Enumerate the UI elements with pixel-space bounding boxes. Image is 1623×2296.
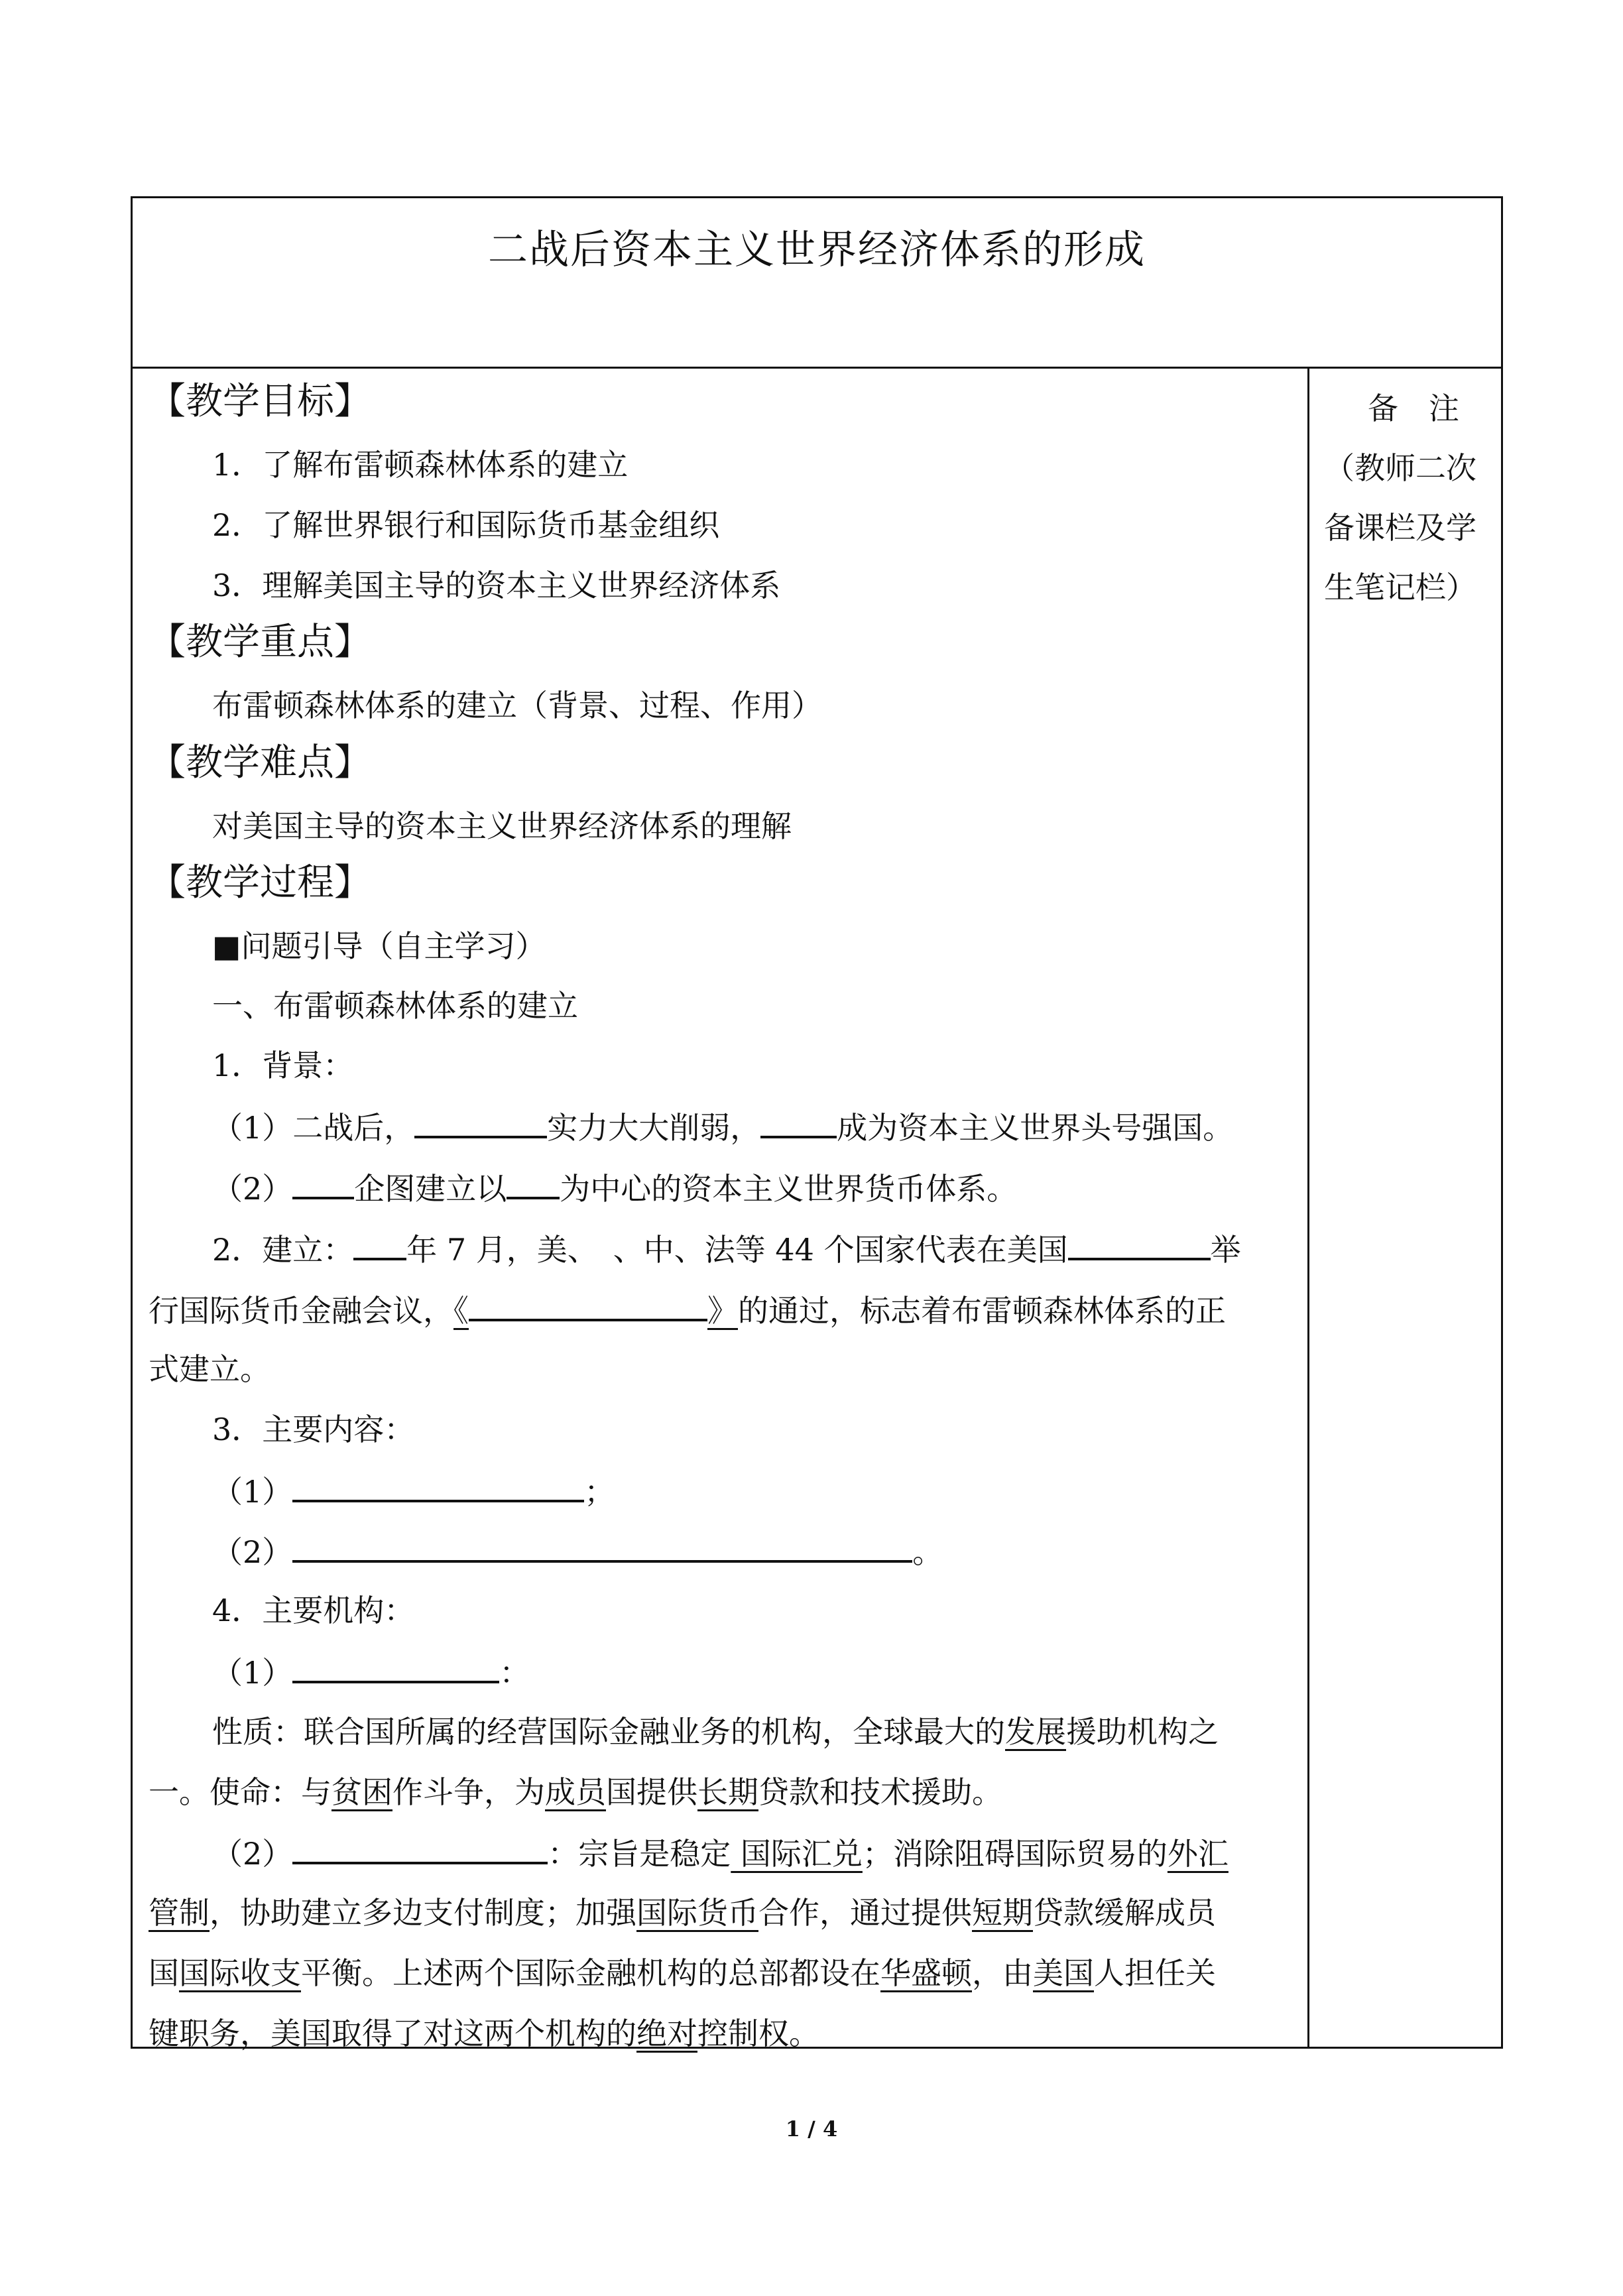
- notes-desc-3: 生笔记栏）: [1324, 570, 1476, 605]
- imf1-text-b: ：宗旨是稳定: [548, 1836, 731, 1872]
- fill-blank[interactable]: [507, 1168, 560, 1199]
- difficulty-heading: 【教学难点】: [149, 741, 371, 784]
- imf3-text-c: ，由: [972, 1955, 1033, 1991]
- underlined-term: 发展: [1005, 1714, 1066, 1750]
- difficulty-text: 对美国主导的资本主义世界经济体系的理解: [212, 808, 792, 844]
- process-heading: 【教学过程】: [149, 861, 371, 904]
- page-title: 二战后资本主义世界经济体系的形成: [488, 227, 1146, 273]
- page-number: 1 / 4: [785, 2116, 838, 2142]
- mission-text-a: 一。使命：与: [149, 1774, 331, 1810]
- key-point-heading: 【教学重点】: [149, 621, 371, 664]
- main-content-cell: [133, 369, 1309, 2051]
- est2-text-b: 的通过，标志着布雷顿森林体系的正: [738, 1293, 1226, 1329]
- underlined-term: 美国: [1033, 1955, 1094, 1991]
- establishment-line-3: 式建立。: [149, 1351, 270, 1387]
- underlined-term: 国际汇兑: [731, 1836, 863, 1872]
- establishment-line-2: [149, 1290, 1226, 1331]
- imf-line-2: [149, 1893, 1216, 1933]
- agreement-close-quote: 》: [707, 1293, 738, 1329]
- content-label: 3．主要内容：: [212, 1412, 415, 1447]
- bg2-text-b: 企图建立以: [354, 1171, 507, 1207]
- content1-end: ；: [584, 1474, 615, 1510]
- key-point-text: 布雷顿森林体系的建立（背景、过程、作用）: [212, 688, 822, 723]
- imf1-text-c: ；消除阻碍国际贸易的: [862, 1836, 1168, 1872]
- fill-blank[interactable]: [292, 1471, 584, 1502]
- imf-line-1: [212, 1833, 1229, 1874]
- imf2-text-c: 贷款缓解成员: [1033, 1895, 1216, 1931]
- est-text-a: 2．建立：: [212, 1232, 354, 1268]
- content2-end: 。: [912, 1534, 943, 1570]
- objective-item-2: 2．了解世界银行和国际货币基金组织: [212, 507, 720, 543]
- underlined-term: 贫困: [331, 1774, 392, 1810]
- org1-prefix: （1）: [212, 1655, 293, 1691]
- fill-blank[interactable]: [292, 1531, 912, 1563]
- fill-blank[interactable]: [1068, 1229, 1211, 1260]
- organization-label: 4．主要机构：: [212, 1593, 415, 1628]
- notes-desc-2: 备课栏及学: [1324, 510, 1476, 546]
- content1-prefix: （1）: [212, 1474, 293, 1510]
- imf-line-3: [149, 1953, 1216, 1993]
- fill-blank[interactable]: [353, 1229, 406, 1260]
- est-text-c: 举: [1210, 1232, 1241, 1268]
- content-item-2: [212, 1531, 943, 1572]
- section-1-title: 一、布雷顿森林体系的建立: [212, 988, 578, 1024]
- bg1-text-b: 实力大大削弱，: [547, 1110, 761, 1146]
- underlined-term: 外汇: [1167, 1836, 1229, 1872]
- underlined-term: 短期: [972, 1895, 1033, 1931]
- content-item-1: [212, 1471, 615, 1512]
- world-bank-nature: [212, 1712, 1219, 1752]
- fill-blank[interactable]: [414, 1107, 547, 1138]
- underlined-term: 长期: [697, 1774, 758, 1810]
- nature-text-b: 援助机构之: [1066, 1714, 1219, 1750]
- organization-item-1: [212, 1652, 530, 1693]
- est-text-b: 年 7 月，美、 、中、法等 44 个国家代表在美国: [406, 1232, 1068, 1268]
- background-item-1: [212, 1107, 1233, 1148]
- objectives-heading: 【教学目标】: [149, 380, 371, 423]
- fill-blank[interactable]: [292, 1833, 548, 1864]
- underlined-term: 绝对: [636, 2016, 697, 2051]
- world-bank-mission: [149, 1772, 1002, 1812]
- bg1-text-c: 成为资本主义世界头号强国。: [837, 1110, 1234, 1146]
- notes-desc-1: （教师二次: [1324, 450, 1476, 486]
- fill-blank[interactable]: [469, 1290, 707, 1321]
- underlined-term: 国际收支: [179, 1955, 301, 1991]
- establishment-line-1: [212, 1229, 1241, 1270]
- underlined-term: 国际货币: [636, 1895, 758, 1931]
- mission-text-b: 作斗争，为: [392, 1774, 545, 1810]
- nature-text-a: 性质：联合国所属的经营国际金融业务的机构，全球最大的: [212, 1714, 1005, 1750]
- fill-blank[interactable]: [292, 1168, 354, 1199]
- imf2-text-a: ，协助建立多边支付制度；加强: [210, 1895, 636, 1931]
- guide-label: ■问题引导（自主学习）: [212, 928, 546, 964]
- objective-item-1: 1．了解布雷顿森林体系的建立: [212, 447, 629, 483]
- est2-text-a: 行国际货币金融会议，: [149, 1293, 453, 1329]
- lesson-table: [131, 196, 1503, 2049]
- bg1-text-a: （1）二战后，: [212, 1110, 415, 1146]
- agreement-open-quote: 《: [453, 1293, 469, 1329]
- imf-line-4: [149, 2014, 819, 2053]
- background-item-2: [212, 1168, 1017, 1209]
- bg2-text-c: 为中心的资本主义世界货币体系。: [560, 1171, 1018, 1207]
- notes-cell: [1309, 369, 1501, 2047]
- content2-prefix: （2）: [212, 1534, 293, 1570]
- org1-end: ：: [499, 1655, 530, 1691]
- imf4-text-a: 键职务，美国取得了对这两个机构的: [149, 2016, 636, 2051]
- fill-blank[interactable]: [760, 1107, 837, 1138]
- title-cell: [133, 198, 1501, 369]
- bg2-text-a: （2）: [212, 1171, 293, 1207]
- fill-blank[interactable]: [292, 1652, 499, 1683]
- objective-item-3: 3．理解美国主导的资本主义世界经济体系: [212, 568, 781, 603]
- underlined-term: 管制: [149, 1895, 210, 1931]
- imf1-prefix: （2）: [212, 1836, 293, 1872]
- imf3-text-a: 国: [149, 1955, 179, 1991]
- background-label: 1．背景：: [212, 1048, 354, 1083]
- imf3-text-d: 人担任关: [1094, 1955, 1216, 1991]
- underlined-term: 成员: [545, 1774, 606, 1810]
- mission-text-c: 国提供: [606, 1774, 697, 1810]
- underlined-term: 华盛顿: [880, 1955, 972, 1991]
- imf2-text-b: 合作，通过提供: [758, 1895, 972, 1931]
- notes-label: 备 注: [1368, 391, 1459, 426]
- imf4-text-b: 控制权。: [697, 2016, 819, 2051]
- mission-text-d: 贷款和技术援助。: [758, 1774, 1002, 1810]
- imf3-text-b: 平衡。上述两个国际金融机构的总部都设在: [301, 1955, 880, 1991]
